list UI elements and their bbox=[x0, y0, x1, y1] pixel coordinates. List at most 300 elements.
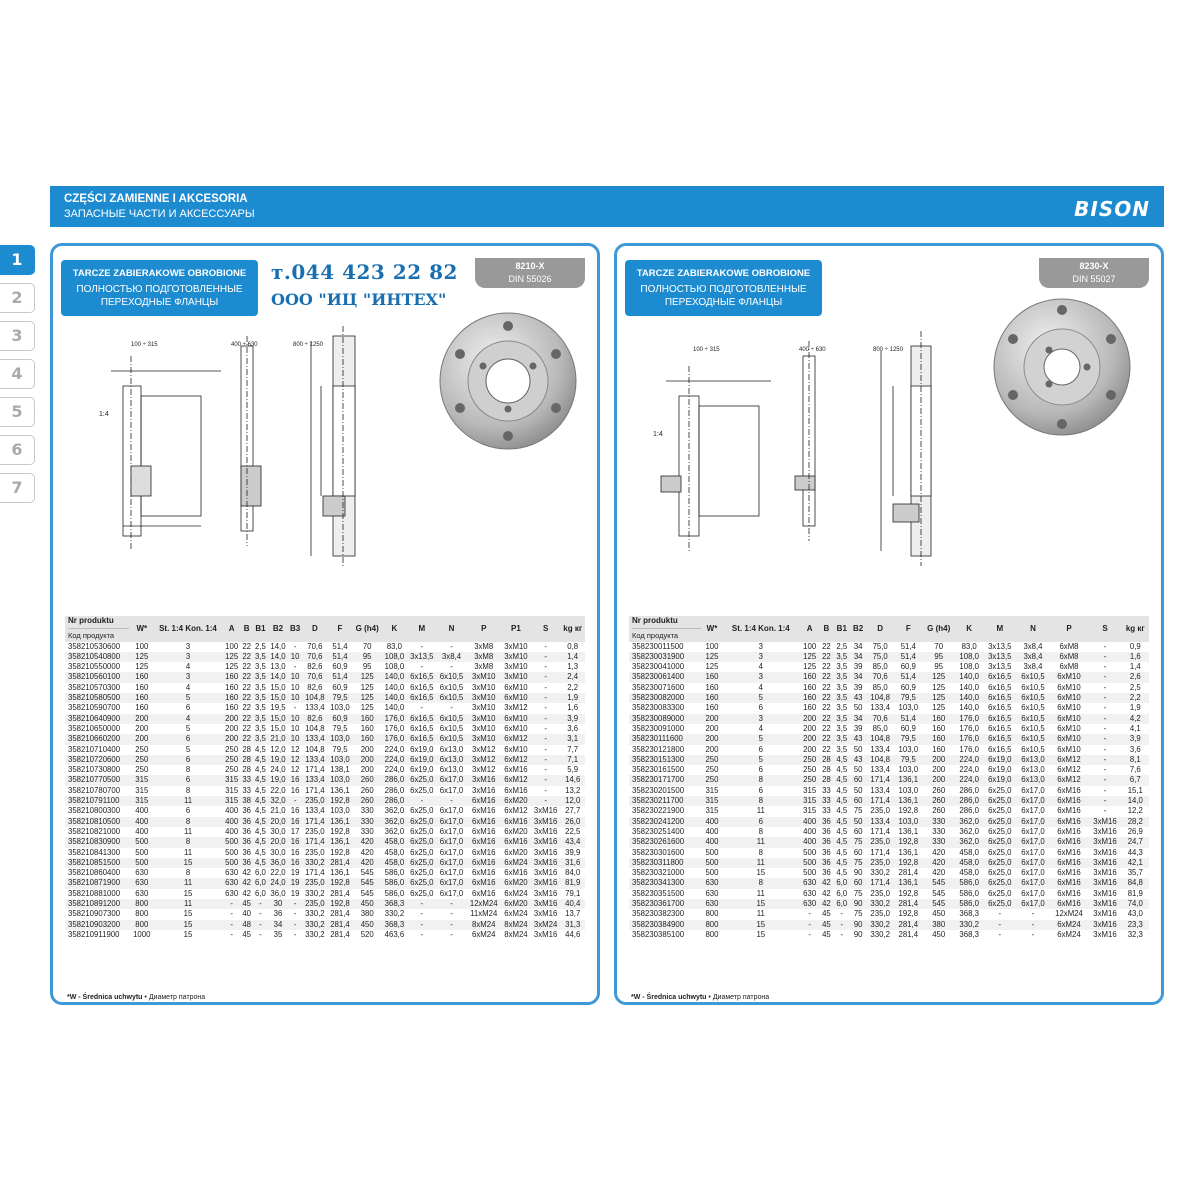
table-cell: 100 bbox=[803, 641, 817, 651]
table-cell: 358230061400 bbox=[632, 672, 685, 682]
table-cell: 358210821000 bbox=[68, 826, 121, 836]
table-cell: 330,2 bbox=[870, 899, 890, 909]
table-cell: 6x17,0 bbox=[1021, 816, 1045, 826]
table-cell: 160 bbox=[932, 723, 946, 733]
table-cell: 6x25,0 bbox=[410, 826, 434, 836]
table-cell: 3,6 bbox=[1129, 744, 1141, 754]
taper-label: 1:4 bbox=[653, 431, 663, 438]
table-cell: 6x16,5 bbox=[988, 693, 1012, 703]
table-cell: 192,8 bbox=[330, 899, 350, 909]
table-cell: 42,1 bbox=[1127, 857, 1143, 867]
table-cell: 4 bbox=[758, 662, 763, 672]
table-cell: 4,5 bbox=[255, 837, 266, 847]
tab-3[interactable]: 3 bbox=[0, 321, 35, 351]
table-cell: 3xM16 bbox=[1093, 888, 1117, 898]
table-cell: 358230091000 bbox=[632, 723, 685, 733]
table-cell: 8 bbox=[185, 765, 191, 775]
table-cell: 6x16,5 bbox=[988, 682, 1012, 692]
table-cell: 6x10,5 bbox=[1021, 744, 1045, 754]
table-cell: 358210810500 bbox=[68, 816, 121, 826]
table-row bbox=[629, 775, 1149, 785]
table-cell: 6x13,0 bbox=[1021, 775, 1045, 785]
table-cell: 545 bbox=[932, 888, 946, 898]
table-cell: 22,0 bbox=[270, 785, 286, 795]
table-cell: 6 bbox=[758, 785, 763, 795]
table-cell: 60,9 bbox=[900, 723, 916, 733]
table-cell: 330 bbox=[932, 837, 946, 847]
table-cell: 315 bbox=[803, 785, 817, 795]
table-cell: 22 bbox=[822, 672, 831, 682]
table-cell: 40,4 bbox=[565, 899, 581, 909]
table-cell: 3xM16 bbox=[1093, 847, 1117, 857]
table-cell: 6x19,0 bbox=[988, 754, 1012, 764]
table-cell: 358210780700 bbox=[68, 785, 121, 795]
table-cell: - bbox=[293, 929, 297, 939]
table-cell: 133,4 bbox=[870, 765, 890, 775]
table-cell: 3x13,5 bbox=[410, 651, 434, 661]
table-cell: 235,0 bbox=[870, 837, 890, 847]
table-cell: 6xM8 bbox=[1059, 651, 1079, 661]
table-cell: 3xM16 bbox=[533, 878, 558, 888]
table-cell: 176,0 bbox=[959, 713, 979, 723]
table-cell: 10 bbox=[290, 693, 300, 703]
table-cell: 315 bbox=[225, 785, 239, 795]
table-cell: 358230385100 bbox=[632, 929, 685, 939]
table-cell: 171,4 bbox=[870, 826, 890, 836]
table-cell: 200 bbox=[360, 765, 374, 775]
table-cell: 75 bbox=[853, 909, 863, 919]
table-cell: - bbox=[420, 899, 424, 909]
table-cell: - bbox=[1103, 734, 1107, 744]
table-cell: 250 bbox=[135, 754, 149, 764]
standard-badge bbox=[1039, 258, 1149, 288]
table-cell: 12 bbox=[290, 744, 300, 754]
table-cell: 281,4 bbox=[330, 857, 350, 867]
header-title-pl: CZĘŚCI ZAMIENNE I AKCESORIA bbox=[64, 193, 248, 205]
table-cell: 42 bbox=[822, 878, 831, 888]
table-cell: 3xM16 bbox=[472, 785, 496, 795]
table-cell: 3xM16 bbox=[533, 909, 558, 919]
table-row bbox=[629, 858, 1149, 868]
table-cell: 400 bbox=[225, 816, 239, 826]
table-cell: 192,8 bbox=[330, 878, 350, 888]
table-cell: 79,5 bbox=[900, 693, 916, 703]
table-cell: 358230241200 bbox=[632, 816, 685, 826]
table-cell: 6x10,5 bbox=[1021, 723, 1045, 733]
table-cell: 6xM20 bbox=[504, 899, 528, 909]
table-cell: 358230151300 bbox=[632, 754, 685, 764]
table-cell: 6xM16 bbox=[472, 796, 496, 806]
table-cell: 6xM16 bbox=[472, 837, 496, 847]
table-cell: 192,8 bbox=[898, 909, 919, 919]
table-cell: 330,2 bbox=[870, 868, 890, 878]
table-cell: 70 bbox=[934, 641, 944, 651]
table-cell: 358210851500 bbox=[68, 857, 121, 867]
table-cell: 3xM12 bbox=[472, 754, 496, 764]
table-cell: 43 bbox=[853, 693, 863, 703]
table-cell: 235,0 bbox=[870, 909, 890, 919]
table-cell: 500 bbox=[803, 847, 817, 857]
table-cell: 6x17,0 bbox=[439, 868, 464, 878]
table-cell: 330,2 bbox=[959, 919, 979, 929]
table-cell: 200 bbox=[932, 775, 946, 785]
table-cell: 330,2 bbox=[305, 929, 325, 939]
panel-title-box bbox=[61, 260, 258, 316]
table-cell: 200 bbox=[803, 734, 817, 744]
table-cell: 50 bbox=[853, 703, 863, 713]
table-cell: 12 bbox=[290, 765, 300, 775]
table-row bbox=[65, 755, 585, 765]
table-cell: 22 bbox=[822, 703, 831, 713]
table-cell: 545 bbox=[360, 888, 374, 898]
table-cell: 16 bbox=[290, 806, 300, 816]
table-cell: 14,0 bbox=[270, 651, 286, 661]
table-cell: 281,4 bbox=[330, 909, 350, 919]
table-cell: 136,1 bbox=[898, 796, 919, 806]
table-cell: - bbox=[544, 754, 547, 764]
table-cell: 200 bbox=[705, 744, 719, 754]
table-cell: 6xM10 bbox=[1057, 682, 1081, 692]
table-cell: 192,8 bbox=[898, 857, 919, 867]
table-cell: 281,4 bbox=[330, 929, 350, 939]
table-cell: 3xM16 bbox=[1093, 857, 1117, 867]
table-row bbox=[65, 724, 585, 734]
table-cell: 458,0 bbox=[384, 847, 405, 857]
table-cell: 200 bbox=[135, 734, 149, 744]
table-cell: 36 bbox=[822, 837, 831, 847]
table-cell: 3xM10 bbox=[472, 703, 496, 713]
table-cell: 358210710400 bbox=[68, 744, 121, 754]
table-cell: 6xM10 bbox=[1057, 734, 1081, 744]
table-row bbox=[65, 672, 585, 682]
table-cell: 3xM16 bbox=[1093, 878, 1117, 888]
column-header: K bbox=[382, 616, 407, 642]
table-cell: 45 bbox=[242, 899, 252, 909]
table-cell: 11 bbox=[756, 837, 765, 847]
table-cell: 3,5 bbox=[836, 713, 848, 723]
table-cell: 6x25,0 bbox=[988, 868, 1012, 878]
table-cell: 200 bbox=[705, 713, 719, 723]
table-cell: 235,0 bbox=[870, 857, 890, 867]
table-cell: 5 bbox=[758, 734, 763, 744]
table-cell: 104,8 bbox=[305, 723, 325, 733]
table-cell: 362,0 bbox=[384, 806, 405, 816]
table-cell: 3,5 bbox=[836, 703, 848, 713]
table-cell: 6xM16 bbox=[1057, 878, 1081, 888]
table-cell: 3xM8 bbox=[474, 662, 494, 672]
table-cell: 85,0 bbox=[872, 682, 888, 692]
table-cell: 11 bbox=[756, 888, 765, 898]
table-cell: 4,5 bbox=[836, 765, 848, 775]
table-cell: 358210580500 bbox=[68, 693, 121, 703]
table-cell: 200 bbox=[705, 734, 719, 744]
table-cell: 160 bbox=[932, 713, 946, 723]
table-cell: 400 bbox=[225, 826, 239, 836]
table-cell: 4,5 bbox=[836, 826, 848, 836]
table-cell: 3,5 bbox=[255, 693, 266, 703]
table-cell: 5 bbox=[185, 693, 191, 703]
table-cell: 6 bbox=[185, 754, 191, 764]
table-cell: 14,0 bbox=[270, 672, 286, 682]
table-cell: 458,0 bbox=[959, 847, 979, 857]
table-cell: 281,4 bbox=[898, 899, 919, 909]
table-cell: 133,4 bbox=[305, 734, 325, 744]
table-cell: 3,5 bbox=[255, 723, 266, 733]
table-cell: 330,2 bbox=[305, 888, 325, 898]
table-cell: 42 bbox=[242, 878, 252, 888]
table-cell: 42 bbox=[822, 899, 831, 909]
table-cell: 22,0 bbox=[270, 868, 286, 878]
table-cell: 34 bbox=[853, 651, 863, 661]
table-cell: 5 bbox=[185, 744, 191, 754]
table-cell: 3 bbox=[758, 713, 763, 723]
table-cell: 463,6 bbox=[384, 929, 405, 939]
panel-title-pl: TARCZE ZABIERAKOWE OBROBIONE bbox=[636, 268, 811, 279]
table-cell: 6xM12 bbox=[504, 734, 528, 744]
table-cell: 235,0 bbox=[305, 878, 325, 888]
table-cell: 125 bbox=[932, 703, 946, 713]
table-cell: 60 bbox=[853, 796, 863, 806]
table-cell: 84,8 bbox=[1127, 878, 1143, 888]
table-cell: 4,5 bbox=[255, 754, 266, 764]
table-cell: 108,0 bbox=[384, 651, 405, 661]
table-cell: 60,9 bbox=[900, 682, 916, 692]
table-row bbox=[65, 930, 585, 940]
table-cell: 140,0 bbox=[959, 682, 979, 692]
table-cell: 6x19,0 bbox=[410, 765, 434, 775]
table-cell: 6x10,5 bbox=[439, 682, 464, 692]
table-cell: 6x25,0 bbox=[410, 806, 434, 816]
table-cell: 1,9 bbox=[567, 693, 579, 703]
table-cell: 3,9 bbox=[1129, 734, 1141, 744]
table-cell: 6x25,0 bbox=[988, 796, 1012, 806]
table-cell: 3xM16 bbox=[533, 826, 558, 836]
table-cell: 4,5 bbox=[836, 816, 848, 826]
tab-1[interactable]: 1 bbox=[0, 245, 35, 275]
table-cell: 6xM10 bbox=[504, 682, 528, 692]
table-cell: 6x16,5 bbox=[988, 672, 1012, 682]
table-cell: 358210830900 bbox=[68, 837, 121, 847]
table-cell: 160 bbox=[360, 713, 374, 723]
table-cell: 315 bbox=[803, 806, 817, 816]
tab-7[interactable]: 7 bbox=[0, 473, 35, 503]
column-header: S bbox=[531, 616, 561, 642]
table-cell: 10 bbox=[290, 734, 300, 744]
table-cell: 358210650000 bbox=[68, 723, 121, 733]
table-cell: 125 bbox=[135, 662, 149, 672]
table-cell: 6x25,0 bbox=[410, 775, 434, 785]
table-cell: 7,6 bbox=[1129, 765, 1141, 775]
table-cell: 7,1 bbox=[567, 754, 579, 764]
table-cell: 6xM16 bbox=[472, 847, 496, 857]
table-cell: 4,5 bbox=[836, 868, 848, 878]
table-cell: 95 bbox=[362, 662, 372, 672]
tab-2[interactable]: 2 bbox=[0, 283, 35, 313]
table-cell: - bbox=[544, 713, 547, 723]
table-cell: 6 bbox=[758, 744, 763, 754]
table-row bbox=[65, 734, 585, 744]
table-cell: 6xM24 bbox=[504, 888, 528, 898]
table-cell: 15 bbox=[756, 899, 766, 909]
table-cell: 11 bbox=[183, 796, 193, 806]
table-cell: 12,0 bbox=[565, 796, 581, 806]
contact-company: ООО "ИЦ "ИНТЕХ" bbox=[271, 290, 447, 309]
table-cell: 358210560100 bbox=[68, 672, 121, 682]
table-cell: 281,4 bbox=[898, 919, 919, 929]
table-row bbox=[629, 878, 1149, 888]
table-cell: 22 bbox=[822, 693, 831, 703]
table-cell: 95 bbox=[934, 662, 944, 672]
table-cell: - bbox=[544, 641, 547, 651]
table-cell: 104,8 bbox=[870, 693, 890, 703]
table-cell: 260 bbox=[932, 796, 946, 806]
table-cell: 160 bbox=[135, 682, 149, 692]
table-cell: 176,0 bbox=[959, 734, 979, 744]
table-cell: 140,0 bbox=[959, 693, 979, 703]
table-cell: 6xM10 bbox=[504, 723, 528, 733]
table-cell: 43,4 bbox=[565, 837, 581, 847]
table-cell: 235,0 bbox=[305, 899, 325, 909]
table-cell: 358210891200 bbox=[68, 899, 121, 909]
table-cell: 3,5 bbox=[255, 662, 266, 672]
table-row bbox=[629, 724, 1149, 734]
table-cell: 83,0 bbox=[386, 641, 403, 651]
table-cell: 12xM24 bbox=[1055, 909, 1083, 919]
table-cell: 11 bbox=[183, 899, 193, 909]
table-cell: 160 bbox=[803, 682, 817, 692]
table-cell: 6xM20 bbox=[504, 796, 528, 806]
table-cell: - bbox=[230, 929, 233, 939]
tab-4[interactable]: 4 bbox=[0, 359, 35, 389]
table-cell: 95 bbox=[362, 651, 372, 661]
table-cell: 2,5 bbox=[836, 641, 848, 651]
table-cell: 224,0 bbox=[959, 775, 979, 785]
table-cell: - bbox=[450, 929, 453, 939]
table-cell: - bbox=[420, 703, 424, 713]
table-cell: 22 bbox=[242, 682, 252, 692]
table-cell: 286,0 bbox=[959, 796, 979, 806]
table-cell: 380 bbox=[932, 919, 946, 929]
table-cell: 160 bbox=[705, 703, 719, 713]
table-cell: 6x17,0 bbox=[1021, 837, 1045, 847]
table-cell: 358230351500 bbox=[632, 888, 685, 898]
table-row bbox=[629, 734, 1149, 744]
table-cell: 103,0 bbox=[898, 765, 919, 775]
table-row bbox=[629, 930, 1149, 940]
table-cell: - bbox=[544, 651, 547, 661]
table-cell: 85,0 bbox=[872, 662, 888, 672]
table-cell: 12 bbox=[290, 754, 300, 764]
table-cell: 4,5 bbox=[836, 857, 848, 867]
table-cell: 4 bbox=[185, 713, 191, 723]
table-cell: 176,0 bbox=[959, 744, 979, 754]
table-row bbox=[65, 858, 585, 868]
table-cell: 125 bbox=[360, 672, 374, 682]
table-cell: 500 bbox=[705, 868, 719, 878]
table-cell: 358230301600 bbox=[632, 847, 685, 857]
table-cell: 125 bbox=[135, 651, 149, 661]
table-cell: - bbox=[450, 796, 453, 806]
table-cell: 630 bbox=[135, 878, 149, 888]
table-row bbox=[629, 848, 1149, 858]
table-cell: 2,4 bbox=[567, 672, 579, 682]
table-cell: 281,4 bbox=[898, 929, 919, 939]
table-cell: 15,1 bbox=[1127, 785, 1143, 795]
column-header: kg кг bbox=[1122, 616, 1149, 642]
table-cell: 13,7 bbox=[565, 909, 581, 919]
table-cell: 60,9 bbox=[332, 662, 348, 672]
table-cell: 358210841300 bbox=[68, 847, 121, 857]
table-cell: 3xM16 bbox=[533, 837, 558, 847]
table-cell: 43 bbox=[853, 754, 863, 764]
table-cell: - bbox=[450, 919, 453, 929]
table-cell: 3xM16 bbox=[472, 775, 496, 785]
table-cell: 224,0 bbox=[384, 754, 405, 764]
table-cell: 85,0 bbox=[872, 723, 888, 733]
table-cell: 39 bbox=[853, 662, 863, 672]
table-cell: 100 bbox=[135, 641, 149, 651]
table-cell: 125 bbox=[803, 651, 817, 661]
table-cell: 24,0 bbox=[270, 878, 286, 888]
table-cell: 450 bbox=[360, 899, 374, 909]
table-cell: 26,9 bbox=[1127, 826, 1143, 836]
table-cell: 286,0 bbox=[384, 796, 405, 806]
tab-6[interactable]: 6 bbox=[0, 435, 35, 465]
table-cell: 630 bbox=[135, 868, 149, 878]
table-cell: 358230221900 bbox=[632, 806, 685, 816]
table-cell: 6xM16 bbox=[1057, 857, 1081, 867]
table-cell: 19,0 bbox=[270, 775, 286, 785]
table-cell: 28,2 bbox=[1127, 816, 1143, 826]
table-cell: 136,1 bbox=[898, 826, 919, 836]
column-header: B bbox=[819, 616, 833, 642]
table-cell: 315 bbox=[705, 785, 719, 795]
table-cell: 586,0 bbox=[959, 899, 979, 909]
table-cell: 79,5 bbox=[332, 723, 348, 733]
table-cell: 103,0 bbox=[330, 734, 350, 744]
table-cell: 22 bbox=[822, 682, 831, 692]
table-cell: 36 bbox=[822, 847, 831, 857]
table-cell: 6x17,0 bbox=[439, 847, 464, 857]
table-cell: 32,3 bbox=[1127, 929, 1143, 939]
table-cell: 380 bbox=[360, 909, 374, 919]
table-cell: 458,0 bbox=[384, 837, 405, 847]
table-cell: - bbox=[1103, 775, 1107, 785]
table-cell: 6xM10 bbox=[1057, 744, 1081, 754]
table-cell: 4,5 bbox=[255, 785, 266, 795]
table-cell: 8xM24 bbox=[472, 919, 496, 929]
table-cell: 6x16,5 bbox=[410, 672, 434, 682]
table-cell: 260 bbox=[360, 796, 374, 806]
table-cell: 6x16,5 bbox=[988, 744, 1012, 754]
table-cell: 1000 bbox=[133, 929, 151, 939]
table-cell: 108,0 bbox=[959, 662, 979, 672]
table-cell: 171,4 bbox=[305, 868, 325, 878]
table-cell: 500 bbox=[135, 837, 149, 847]
table-cell: 286,0 bbox=[384, 775, 405, 785]
table-cell: 200 bbox=[135, 713, 149, 723]
table-cell: 3xM10 bbox=[472, 682, 496, 692]
table-cell: 36 bbox=[242, 816, 252, 826]
table-cell: 28 bbox=[822, 754, 831, 764]
table-cell: 22 bbox=[242, 662, 252, 672]
table-cell: 6xM8 bbox=[1059, 662, 1079, 672]
column-header: kg кг bbox=[560, 616, 585, 642]
table-cell: 330 bbox=[360, 826, 374, 836]
table-cell: 545 bbox=[360, 868, 374, 878]
tab-5[interactable]: 5 bbox=[0, 397, 35, 427]
table-row bbox=[629, 827, 1149, 837]
